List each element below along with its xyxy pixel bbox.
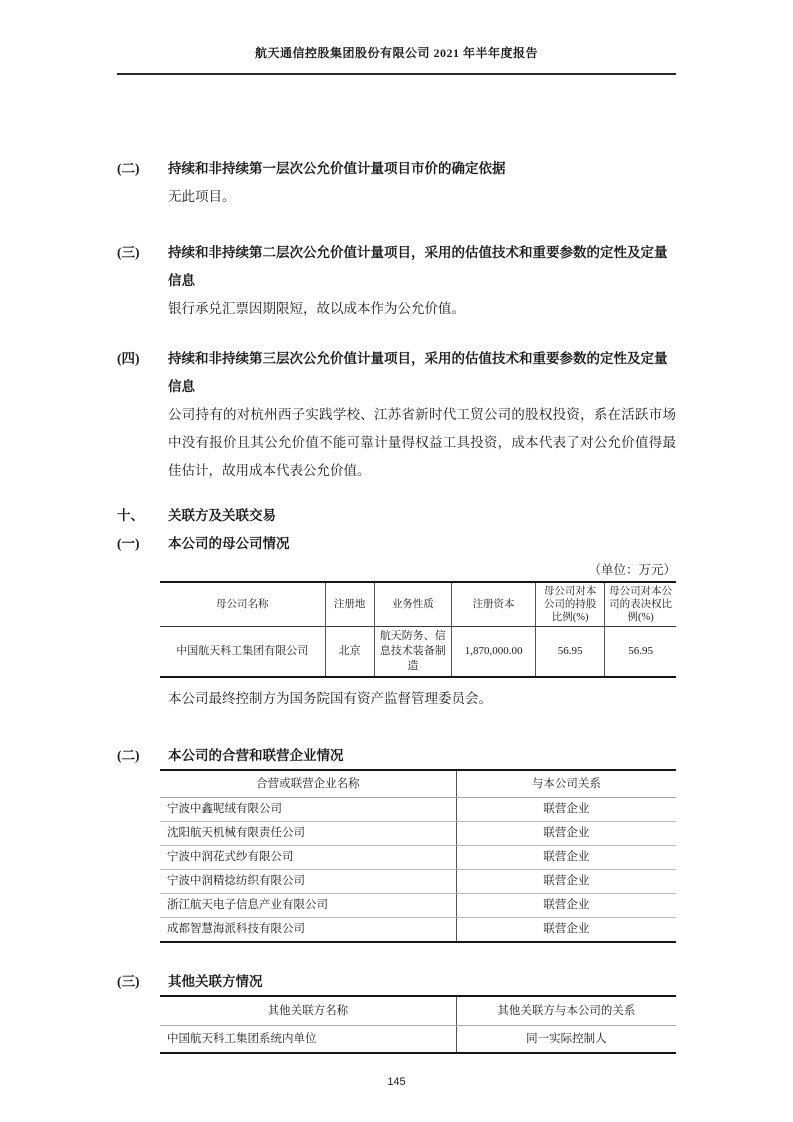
section-fair-value-level3: [117, 345, 676, 485]
section-number: (三): [117, 245, 140, 260]
ultimate-controller-note: 本公司最终控制方为国务院国有资产监督管理委员会。: [168, 691, 492, 706]
section-title: 关联方及关联交易: [168, 508, 276, 523]
table-row: [160, 627, 676, 678]
column-header: 业务性质: [374, 582, 451, 627]
table-cell: 联营企业: [456, 822, 676, 846]
table-cell: 成都智慧海派科技有限公司: [160, 918, 456, 943]
table-cell: 中国航天科工集团系统内单位: [160, 1026, 456, 1054]
table-cell: 宁波中鑫呢绒有限公司: [160, 798, 456, 822]
section-title: 其他关联方情况: [168, 974, 263, 989]
column-header: 母公司对本公司的表决权比例(%): [605, 582, 676, 627]
table-header-row: [160, 582, 676, 627]
section-title: 本公司的母公司情况: [168, 536, 290, 551]
unit-note: （单位：万元）: [588, 563, 676, 577]
column-header: 注册资本: [452, 582, 536, 627]
table-row: [160, 846, 676, 870]
section-fair-value-level1: [117, 155, 676, 211]
section-heading: [117, 530, 676, 558]
report-title: 航天通信控股集团股份有限公司 2021 年半年度报告: [254, 46, 538, 60]
section-body: 公司持有的对杭州西子实践学校、江苏省新时代工贸公司的股权投资，系在活跃市场中没有报价且其公允价值不能可靠计量得权益工具投资，成本代表了对公允价值得最佳估计，故用成本代表公允价值。: [168, 407, 676, 478]
table-cell: 同一实际控制人: [526, 1033, 607, 1045]
column-header: 合营或联营企业名称: [160, 770, 456, 798]
section-title: 持续和非持续第二层次公允价值计量项目，采用的估值技术和重要参数的定性及定量信息: [168, 245, 668, 288]
table-header-row: [160, 996, 676, 1026]
column-header: 与本公司关系: [456, 770, 676, 798]
section-parent-company: [117, 530, 676, 712]
table-row: [160, 870, 676, 894]
column-header: 注册地: [325, 582, 374, 627]
table-cell: 联营企业: [543, 923, 590, 935]
page-content: [117, 155, 676, 1054]
section-heading: [117, 239, 676, 295]
section-number: (四): [117, 351, 140, 366]
section-body: 无此项目。: [168, 189, 236, 204]
section-associates: [117, 746, 676, 943]
section-heading: [117, 502, 676, 530]
section-related-parties: [117, 502, 676, 530]
section-title: 持续和非持续第一层次公允价值计量项目市价的确定依据: [168, 161, 506, 176]
table-row: [160, 1026, 676, 1054]
table-cell: 1,870,000.00: [452, 627, 536, 678]
section-heading: [117, 155, 676, 183]
table-cell: 56.95: [536, 627, 605, 678]
associates-table: [160, 769, 676, 943]
section-body: 银行承兑汇票因期限短，故以成本作为公允价值。: [168, 301, 465, 316]
parent-company-table: [160, 581, 676, 678]
section-heading: [117, 746, 676, 766]
table-cell: 联营企业: [456, 894, 676, 918]
section-title: 本公司的合营和联营企业情况: [168, 748, 344, 763]
section-number: (二): [117, 161, 140, 176]
table-cell: 宁波中润花式纱有限公司: [160, 846, 456, 870]
page-footer: [0, 1076, 793, 1088]
section-fair-value-level2: [117, 239, 676, 323]
column-header: 其他关联方与本公司的关系: [456, 996, 676, 1026]
other-related-parties-table: [160, 995, 676, 1054]
table-cell: 联营企业: [456, 846, 676, 870]
table-cell: 56.95: [628, 645, 653, 657]
table-row: [160, 822, 676, 846]
table-cell: 联营企业: [456, 870, 676, 894]
section-number: (三): [117, 974, 140, 989]
section-heading: [117, 345, 676, 401]
table-cell: 北京: [325, 627, 374, 678]
table-row: [160, 918, 676, 943]
page-number: 145: [387, 1076, 406, 1088]
section-other-related-parties: [117, 972, 676, 1054]
section-number: 十、: [117, 508, 144, 523]
table-cell: 宁波中润精捻纺织有限公司: [160, 870, 456, 894]
section-title: 持续和非持续第三层次公允价值计量项目，采用的估值技术和重要参数的定性及定量信息: [168, 351, 668, 394]
column-header: 母公司对本公司的持股比例(%): [536, 582, 605, 627]
section-number: (二): [117, 748, 140, 763]
table-row: [160, 798, 676, 822]
document-header: [117, 0, 676, 75]
table-cell: 联营企业: [456, 798, 676, 822]
column-header: 其他关联方名称: [160, 996, 456, 1026]
section-number: (一): [117, 536, 140, 551]
column-header: 母公司名称: [160, 582, 325, 627]
table-cell: 航天防务、信息技术装备制造: [374, 627, 451, 678]
table-row: [160, 894, 676, 918]
table-header-row: [160, 770, 676, 798]
table-cell: 中国航天科工集团有限公司: [160, 627, 325, 678]
table-cell: 浙江航天电子信息产业有限公司: [160, 894, 456, 918]
table-cell: 沈阳航天机械有限责任公司: [160, 822, 456, 846]
section-heading: [117, 972, 676, 992]
